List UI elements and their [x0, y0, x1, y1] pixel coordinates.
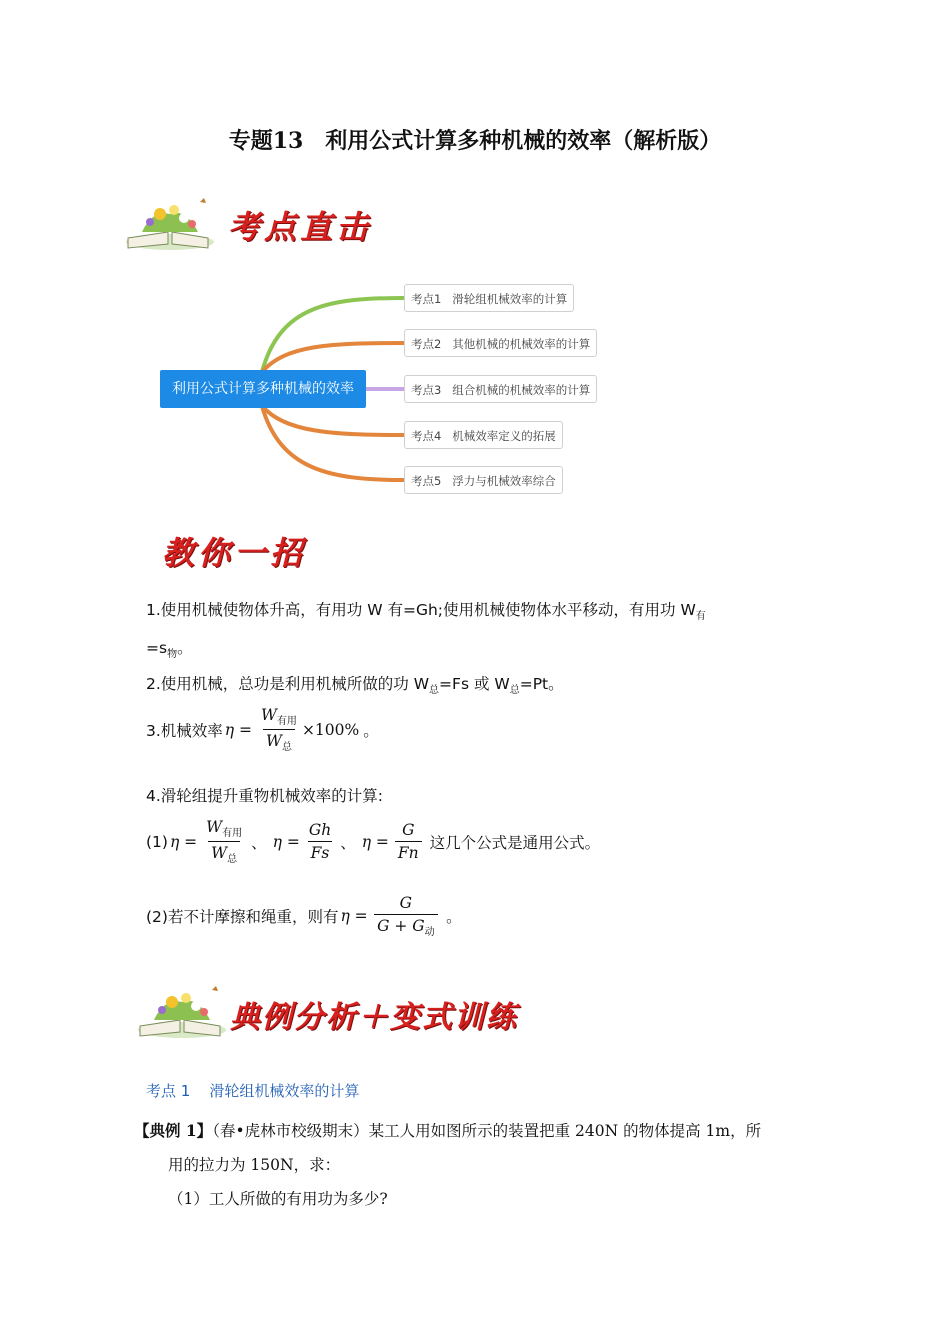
fraction-wyouyong-wzong: $\frac{W_{有用}}{W_总}$: [206, 818, 243, 865]
node-tag: 考点3: [411, 383, 442, 397]
node-tag: 考点5: [411, 474, 442, 488]
connector-5: [262, 406, 404, 480]
tip-3: 3.机械效率 η = $\frac{W_{有用}}{W_总}$ ×100% 。: [146, 706, 379, 753]
mindmap-node-3: [404, 375, 597, 403]
book-flowers-icon: [134, 980, 230, 1040]
tip-2: 2.使用机械，总功是利用机械所做的功 $W_总=Fs$ 或 $W_总=Pt$。: [146, 675, 564, 696]
tip-4: 4.滑轮组提升重物机械效率的计算:: [146, 787, 384, 805]
tip-1: 1.使用机械使物体升高，有用功 W 有=Gh;使用机械使物体水平移动，有用功 $W_有$: [146, 601, 706, 622]
connector-1: [262, 298, 404, 372]
mindmap-node-4: [404, 421, 563, 449]
mindmap-root: 利用公式计算多种机械的效率: [160, 370, 366, 408]
example-question-1: （1）工人所做的有用功为多少?: [168, 1190, 388, 1208]
eta-symbol: η =: [224, 720, 252, 739]
node-tag: 考点2: [411, 337, 442, 351]
example-line-2: 用的拉力为 150N，求：: [168, 1156, 341, 1174]
mindmap-node-5: [404, 466, 563, 494]
node-label: 浮力与机械效率综合: [452, 474, 556, 488]
fraction-g-over-g-plus-gdong: $\frac{G}{G + G_动}$: [374, 894, 438, 938]
connector-2: [262, 343, 404, 372]
banner-kaodian-text: 考点直击: [228, 208, 373, 246]
node-label: 其他机械的机械效率的计算: [452, 337, 591, 351]
section-heading: 考点 1 滑轮组机械效率的计算: [146, 1082, 360, 1100]
node-label: 机械效率定义的拓展: [452, 429, 556, 443]
banner-dianli: [134, 980, 554, 1040]
tip-6: (2)若不计摩擦和绳重，则有 η = $\frac{G}{G + G_动}$ 。: [146, 894, 462, 938]
mindmap-node-2: [404, 329, 597, 357]
mindmap-node-1: [404, 284, 574, 312]
fraction-g-fn: $\frac{G}{Fn}$: [395, 821, 422, 862]
banner-jiaoni: 教你一招: [162, 534, 307, 572]
page-title: 专题13 利用公式计算多种机械的效率（解析版）: [228, 128, 722, 154]
node-tag: 考点4: [411, 429, 442, 443]
tip-1-cont: $=s_物$。: [146, 639, 193, 660]
efficiency-fraction: $\frac{W_{有用}}{W_总}$: [261, 706, 297, 753]
example-line-1: 【典例 1】（春•虎林市校级期末）某工人用如图所示的装置把重 240N 的物体提高 1m，所: [134, 1121, 762, 1140]
example-1: [134, 1114, 824, 1216]
node-label: 组合机械的机械效率的计算: [452, 383, 591, 397]
tip-5: (1) η = $\frac{W_{有用}}{W_总}$ 、 η = $\frac{Gh}{Fs}$ 、 η = $\frac{G}{Fn}$ 这几个公式是通用公式。: [146, 818, 601, 865]
example-label: 【典例 1】: [134, 1121, 213, 1140]
fraction-gh-fs: $\frac{Gh}{Fs}$: [308, 821, 332, 862]
banner-dianli-text: 典例分析＋变式训练: [230, 1000, 518, 1035]
node-label: 滑轮组机械效率的计算: [452, 292, 568, 306]
node-tag: 考点1: [411, 292, 442, 306]
connector-4: [262, 406, 404, 435]
